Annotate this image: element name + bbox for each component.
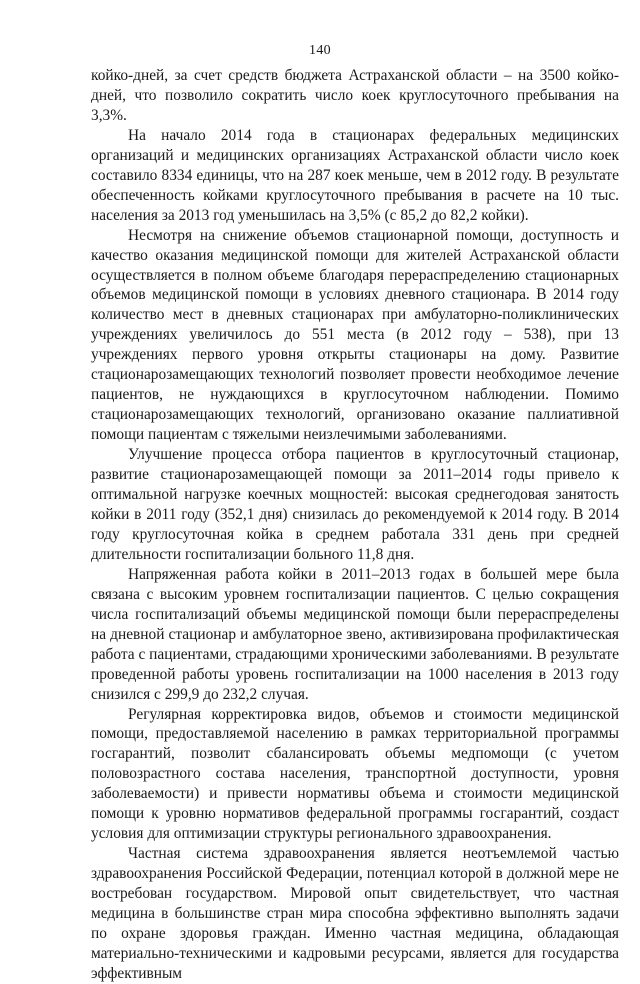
paragraph: Частная система здравоохранения является неотъемлемой частью здравоохранения Российской Федерации, потенциал которой в должной мере не востребован государством. Мировой опыт свидетельствует, что частная медицина в большинстве стран мира способна эффективно выполнять задачи по охране здоровья граждан. Именно частная медицина, обладающая материально-техническими и кадровыми ресурсами, является для государства эффективным: [91, 845, 619, 982]
paragraph: На начало 2014 года в стационарах федеральных медицинских организаций и медицинских организациях Астраханской области число коек составило 8334 единицы, что на 287 коек меньше, чем в 2012 году. В результате обеспеченность койками круглосуточного пребывания в расчете на 10 тыс. населения за 2013 год уменьшилась на 3,5% (с 85,2 до 82,2 койки).: [91, 126, 619, 224]
paragraph: Регулярная корректировка видов, объемов и стоимости медицинской помощи, предоставляемой населению в рамках территориальной программы госгарантий, позволит сбалансировать объемы медпомощи (с учетом половозрастного состава населения, транспортной доступности, уровня заболеваемости) и привести нормативы объема и стоимости медицинской помощи к уровню нормативов федеральной программы госгарантий, создаст условия для оптимизации структуры регионального здравоохранения.: [91, 705, 619, 843]
paragraph: Несмотря на снижение объемов стационарной помощи, доступность и качество оказания медицинской помощи для жителей Астраханской области осуществляется в полном объеме благодаря перераспределению стационарных объемов медицинской помощи в условиях дневного стационара. В 2014 году количество мест в дневных стационарах при амбулаторно-поликлинических учреждениях увеличилось до 551 места (в 2012 году – 538), при 13 учреждениях первого уровня открыты стационары на дому. Развитие стационарозамещающих технологий позволяет провести необходимое лечение пациентов, не нуждающихся в круглосуточном наблюдении. Помимо стационарозамещающих технологий, организовано оказание паллиативной помощи пациентам с тяжелыми неизлечимыми заболеваниями.: [91, 226, 619, 444]
page-number: 140: [309, 43, 331, 58]
paragraph: Улучшение процесса отбора пациентов в круглосуточный стационар, развитие стационарозамещающей помощи за 2011–2014 годы привело к оптимальной нагрузке коечных мощностей: высокая среднегодовая занятость койки в 2011 году (352,1 дня) снизилась до рекомендуемой к 2014 году. В 2014 году круглосуточная койка в среднем работала 331 день при средней длительности госпитализации больного 11,8 дня.: [91, 446, 619, 563]
body-text: [91, 66, 619, 984]
paragraph: Напряженная работа койки в 2011–2013 годах в большей мере была связана с высоким уровнем госпитализации пациентов. С целью сокращения числа госпитализаций объемы медицинской помощи были перераспределены на дневной стационар и амбулаторное звено, активизирована профилактическая работа с пациентами, страдающими хроническими заболеваниями. В результате проведенной работы уровень госпитализации на 1000 населения в 2013 году снизился с 299,9 до 232,2 случая.: [91, 565, 619, 703]
paragraph: койко-дней, за счет средств бюджета Астраханской области – на 3500 койко-дней, что позволило сократить число коек круглосуточного пребывания на 3,3%.: [91, 67, 619, 124]
